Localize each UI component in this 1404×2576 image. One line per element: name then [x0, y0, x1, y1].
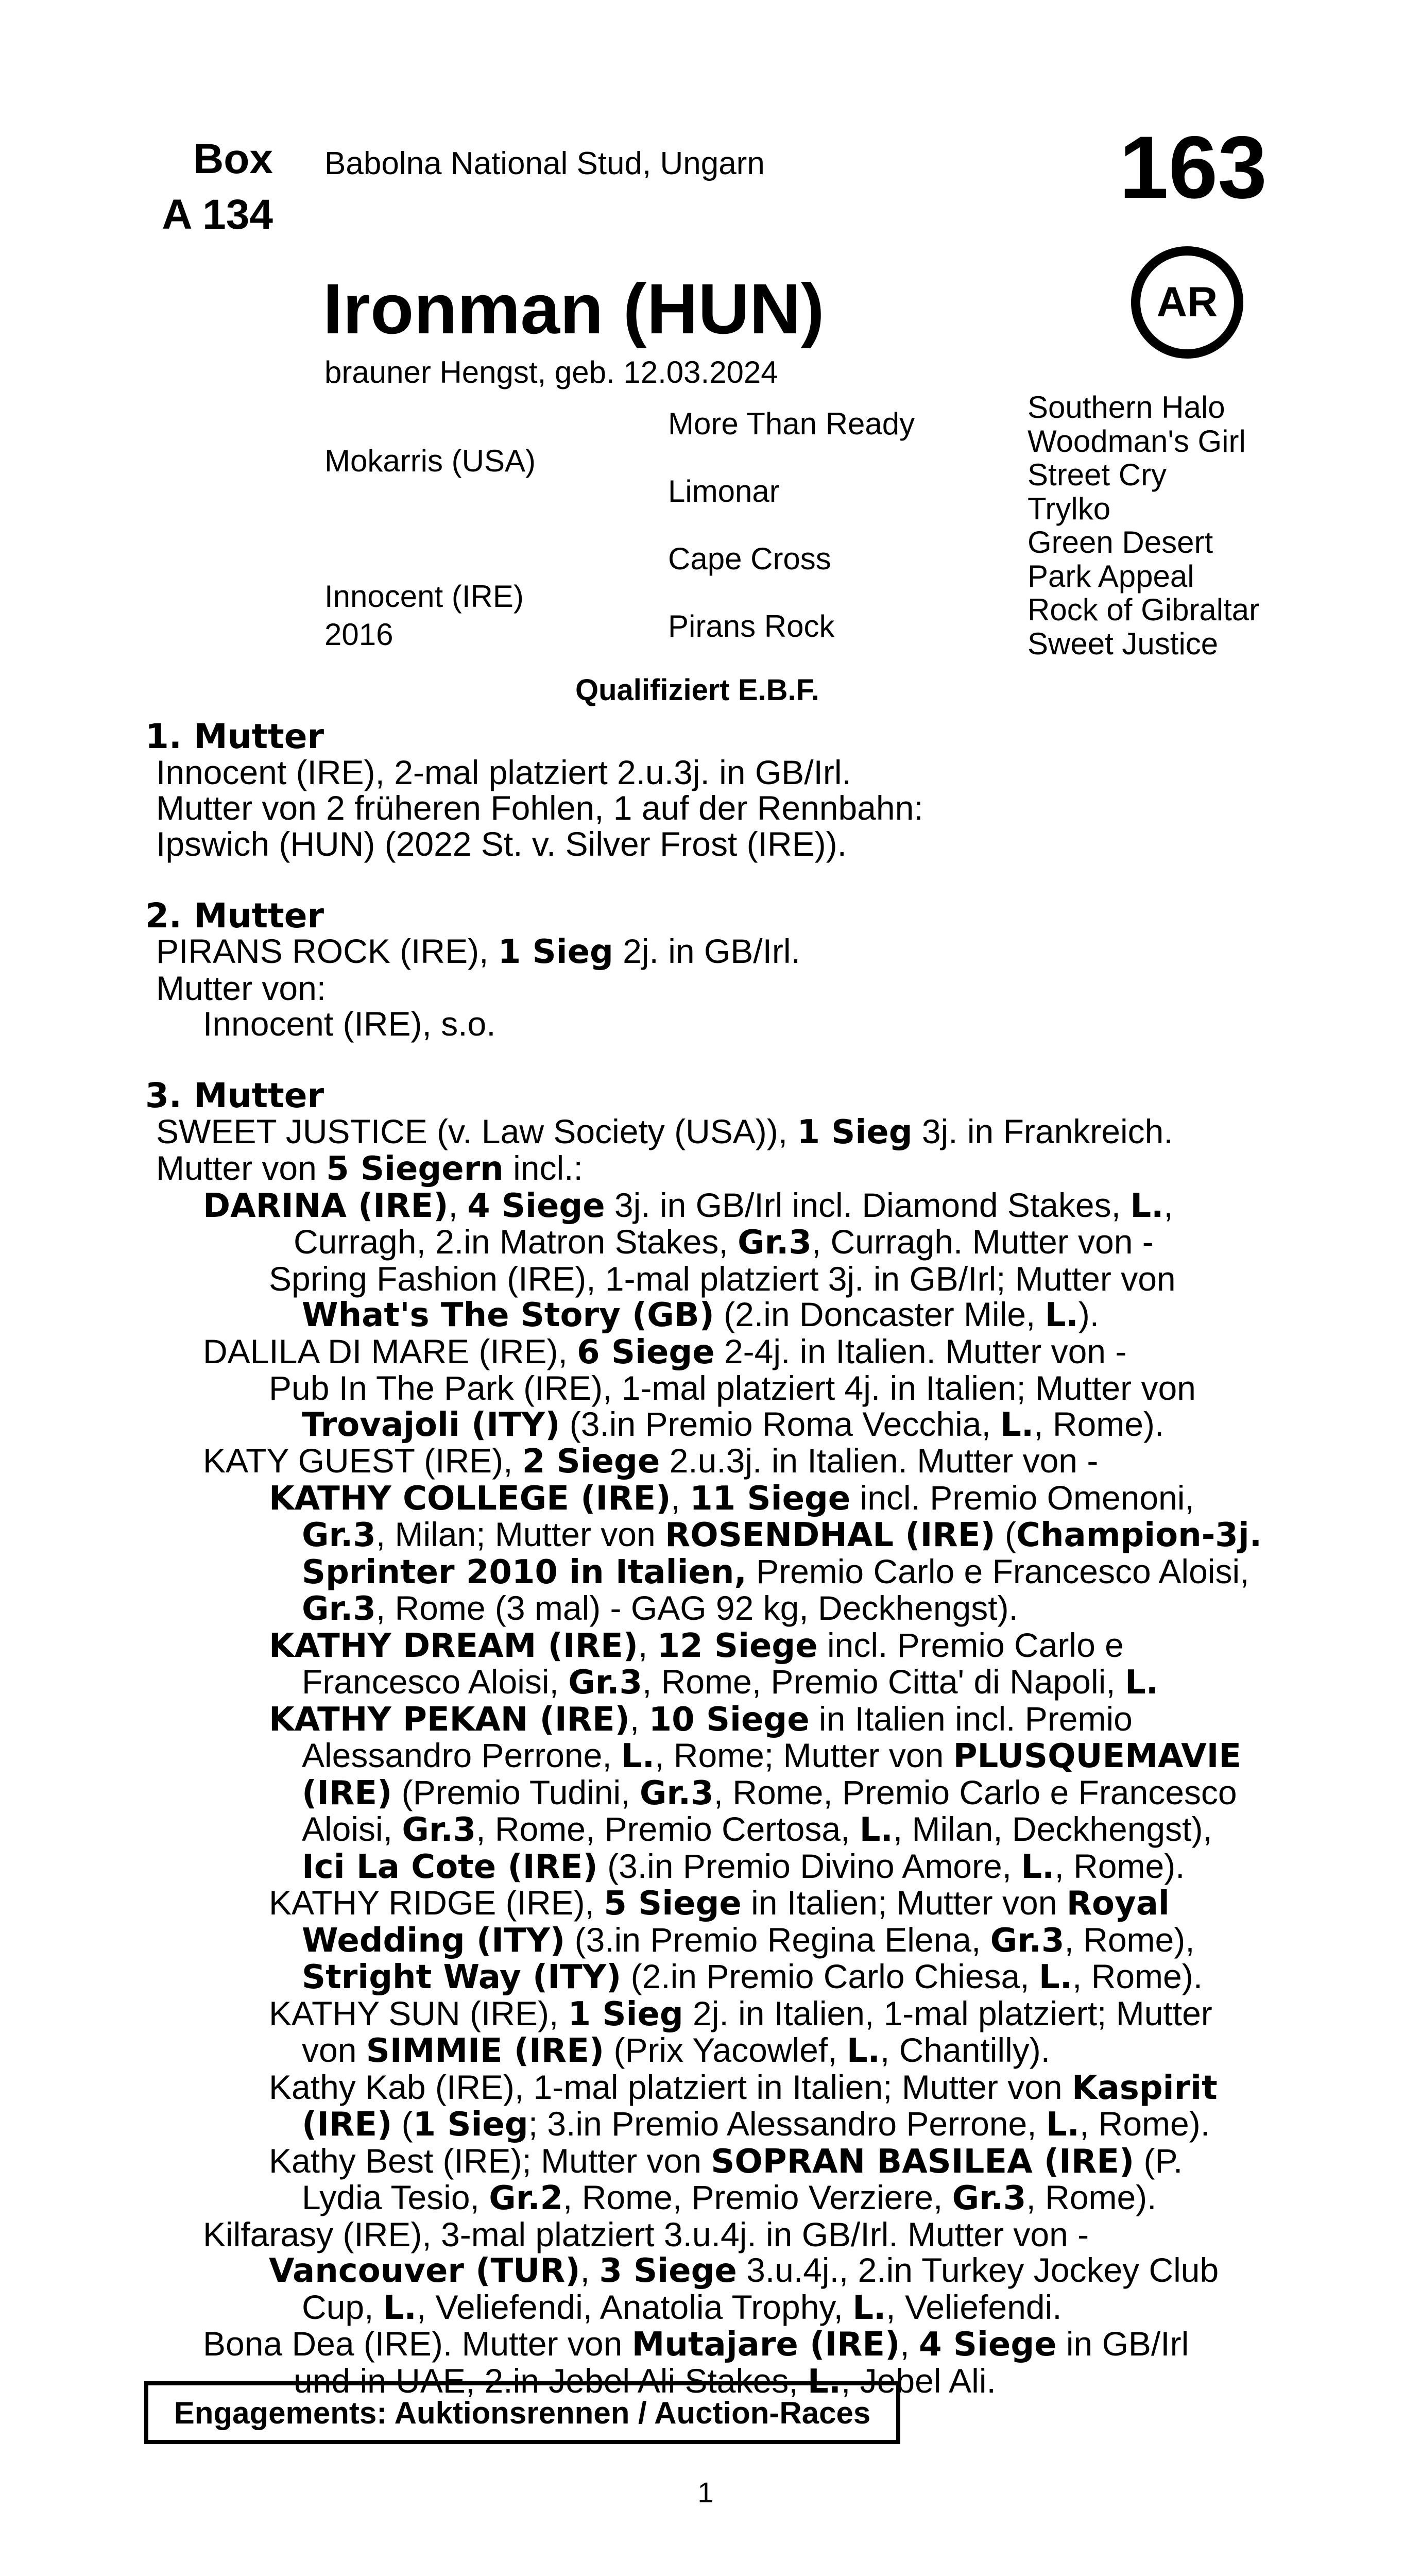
bold-run: (IRE): [302, 2106, 392, 2144]
bold-run: L.: [846, 2032, 880, 2070]
bold-run: Champion-3j.: [1016, 1516, 1262, 1554]
third-dam-line: [145, 1224, 1268, 1261]
pedigree-sire: Mokarris (USA): [324, 444, 536, 478]
bold-run: 2 Siege: [522, 1443, 660, 1481]
text-run: (Prix Yacowlef,: [604, 2031, 847, 2069]
third-dam-line: [145, 1406, 1268, 1444]
page-number: 1: [697, 2476, 714, 2509]
text-run: , Chantilly).: [880, 2031, 1051, 2069]
third-dam-line: [145, 2252, 1268, 2290]
bold-run: 11 Siege: [690, 1479, 851, 1518]
text-run: 3j. in GB/Irl incl. Diamond Stakes,: [605, 1185, 1131, 1224]
bold-run: Royal: [1066, 1885, 1170, 1923]
qualification: Qualifiziert E.B.F.: [575, 673, 819, 707]
pedigree-great-grandparent: Green Desert: [1028, 525, 1213, 560]
bold-run: L.: [1130, 1187, 1164, 1225]
third-dam-line: [145, 2180, 1268, 2217]
bold-run: Trovajoli (ITY): [302, 1405, 560, 1444]
bold-run: 1 Sieg: [568, 1995, 683, 2033]
text-run: PIRANS ROCK (IRE),: [156, 932, 498, 970]
text-run: ,: [671, 1478, 690, 1517]
bold-run: L.: [852, 2289, 886, 2327]
text-run: 2j. in Italien, 1-mal platziert; Mutter: [683, 1994, 1212, 2032]
pedigree-great-grandparent: Trylko: [1028, 491, 1111, 526]
bold-run: 10 Siege: [648, 1700, 810, 1739]
bold-run: Sprinter 2010 in Italien,: [302, 1553, 747, 1591]
text-run: ,: [638, 1625, 657, 1664]
text-run: Kathy Kab (IRE), 1-mal platziert in Italien; Mutter von: [269, 2067, 1072, 2106]
third-dam-line: [145, 2217, 1268, 2253]
pedigree-great-grandparents: [1028, 391, 1259, 660]
horse-description: brauner Hengst, geb. 12.03.2024: [324, 355, 778, 389]
bold-run: L.: [621, 1737, 655, 1775]
text-run: DALILA DI MARE (IRE),: [203, 1332, 577, 1370]
second-dam-line: Innocent (IRE), s.o.: [203, 1005, 496, 1043]
text-run: Spring Fashion (IRE), 1-mal platziert 3j. in GB/Irl; Mutter von: [269, 1259, 1176, 1298]
text-run: , Rome, Premio Verziere,: [563, 2178, 952, 2216]
bold-run: L.: [859, 1811, 893, 1849]
third-dam-line: [145, 2067, 1268, 2107]
text-run: , Rome (3 mal) - GAG 92 kg, Deckhengst).: [375, 1589, 1018, 1627]
third-dam-line: [145, 1150, 1268, 1188]
third-dam-line: [145, 2106, 1268, 2143]
text-run: in Italien incl. Premio: [809, 1699, 1133, 1738]
text-run: , Rome),: [1064, 1920, 1195, 1959]
text-run: Kilfarasy (IRE), 3-mal platziert 3.u.4j. in GB/Irl. Mutter von -: [203, 2215, 1089, 2253]
bold-run: Gr.3: [990, 1921, 1065, 1960]
text-run: (3.in Premio Roma Vecchia,: [560, 1404, 1001, 1443]
third-dam-line: [145, 1517, 1268, 1554]
third-dam-line: [145, 2326, 1268, 2363]
second-dam-line: [145, 934, 1268, 971]
bold-run: L.: [383, 2289, 417, 2327]
bold-run: 1 Sieg: [797, 1113, 913, 1151]
text-run: ; 3.in Premio Alessandro Perrone,: [528, 2105, 1046, 2143]
bold-run: Gr.3: [952, 2179, 1026, 2217]
bold-run: 5 Siege: [604, 1885, 742, 1923]
bold-run: DARINA (IRE): [203, 1187, 449, 1225]
box-number: A 134: [162, 191, 273, 238]
text-run: (3.in Premio Divino Amore,: [597, 1846, 1021, 1885]
bold-run: What's The Story (GB): [302, 1296, 714, 1334]
text-run: ).: [1078, 1295, 1100, 1333]
ar-badge: [1131, 246, 1243, 359]
text-run: (3.in Premio Regina Elena,: [565, 1920, 990, 1959]
bold-run: 4 Siege: [919, 2326, 1057, 2364]
third-dam-line: [145, 1480, 1268, 1517]
bold-run: Gr.3: [568, 1664, 643, 1702]
text-run: Premio Carlo e Francesco Aloisi,: [746, 1552, 1249, 1590]
dam-lines: [145, 719, 1268, 2400]
text-run: Mutter von: [156, 1149, 327, 1187]
bold-run: 5 Siegern: [326, 1150, 504, 1188]
text-run: ,: [580, 2251, 600, 2289]
bold-run: Kaspirit: [1071, 2069, 1218, 2107]
pedigree-grandparent: Cape Cross: [668, 541, 831, 576]
pedigree-grandparent: Pirans Rock: [668, 609, 835, 643]
bold-run: Gr.3: [639, 1774, 714, 1812]
text-run: , Curragh. Mutter von -: [811, 1223, 1154, 1261]
pedigree-great-grandparent: Sweet Justice: [1028, 626, 1219, 661]
text-run: , Milan; Mutter von: [375, 1515, 665, 1553]
third-dam-line: [145, 1625, 1268, 1665]
text-run: 3j. in Frankreich.: [912, 1112, 1173, 1150]
text-run: , Rome).: [1072, 1957, 1203, 1995]
section-title-first-dam: 1. Mutter: [145, 717, 324, 756]
text-run: incl.:: [503, 1149, 583, 1187]
third-dam-line: [145, 1846, 1268, 1886]
lot-number: 163: [1119, 118, 1267, 217]
bold-run: 1 Sieg: [413, 2106, 528, 2144]
text-run: Francesco Aloisi,: [302, 1663, 569, 1701]
text-run: Aloisi,: [302, 1810, 402, 1848]
text-run: , Rome).: [1026, 2178, 1157, 2216]
third-dam-line: [145, 1738, 1268, 1775]
bold-run: ROSENDHAL (IRE): [665, 1516, 996, 1554]
text-run: 2.u.3j. in Italien. Mutter von -: [660, 1442, 1099, 1480]
text-run: (P.: [1134, 2141, 1183, 2180]
bold-run: Gr.3: [402, 1811, 476, 1849]
bold-run: L.: [807, 2362, 841, 2401]
pedigree-dam: Innocent (IRE): [324, 579, 524, 614]
text-run: , Rome, Premio Certosa,: [476, 1810, 860, 1848]
section-title-second-dam: 2. Mutter: [145, 895, 324, 936]
bold-run: L.: [1046, 2106, 1080, 2144]
bold-run: SIMMIE (IRE): [366, 2032, 605, 2070]
text-run: Curragh, 2.in Matron Stakes,: [294, 1223, 738, 1261]
text-run: , Rome).: [1054, 1846, 1185, 1885]
engagements-box: [144, 2381, 900, 2444]
pedigree-great-grandparent: Rock of Gibraltar: [1028, 592, 1260, 627]
pedigree-great-grandparent: Woodman's Girl: [1028, 423, 1246, 459]
ar-badge-label: AR: [1156, 279, 1218, 326]
bold-run: L.: [1038, 1958, 1073, 1996]
third-dam-line: [145, 1885, 1268, 1922]
text-run: KATHY RIDGE (IRE),: [269, 1884, 604, 1922]
third-dam-line: [145, 1959, 1268, 1996]
bold-run: 6 Siege: [577, 1333, 715, 1371]
breeder: Babolna National Stud, Ungarn: [324, 146, 765, 181]
third-dam-line: [145, 1261, 1268, 1297]
third-dam-line: [145, 1554, 1268, 1591]
text-run: incl. Premio Carlo e: [817, 1625, 1124, 1664]
text-run: von: [302, 2031, 366, 2069]
bold-run: KATHY COLLEGE (IRE): [269, 1479, 671, 1518]
third-dam-line: [145, 1185, 1268, 1225]
text-run: und in UAE, 2.in Jebel Ali Stakes,: [294, 2361, 808, 2400]
text-run: incl. Premio Omenoni,: [850, 1478, 1194, 1517]
text-run: , Jebel Ali.: [841, 2361, 996, 2400]
text-run: 3.u.4j., 2.in Turkey Jockey Club: [737, 2251, 1219, 2289]
text-run: SWEET JUSTICE (v. Law Society (USA)),: [156, 1112, 797, 1150]
bold-run: 12 Siege: [657, 1626, 818, 1665]
bold-run: Stright Way (ITY): [302, 1958, 622, 1996]
bold-run: 3 Siege: [599, 2252, 737, 2290]
text-run: Bona Dea (IRE). Mutter von: [203, 2325, 632, 2363]
pedigree-dam-year: 2016: [324, 617, 393, 652]
text-run: (2.in Premio Carlo Chiesa,: [621, 1957, 1039, 1995]
third-dam-line: [145, 1811, 1268, 1849]
text-run: (: [392, 2105, 413, 2143]
text-run: (2.in Doncaster Mile,: [714, 1295, 1045, 1333]
box-label: [139, 131, 273, 243]
text-run: Lydia Tesio,: [302, 2178, 489, 2216]
first-dam-line: Mutter von 2 früheren Fohlen, 1 auf der Rennbahn:: [156, 789, 923, 827]
text-run: ,: [900, 2325, 919, 2363]
bold-run: PLUSQUEMAVIE: [953, 1737, 1242, 1775]
text-run: , Veliefendi.: [886, 2287, 1062, 2326]
text-run: KATHY SUN (IRE),: [269, 1994, 568, 2032]
section-title-third-dam: 3. Mutter: [145, 1076, 324, 1115]
bold-run: Gr.3: [302, 1590, 376, 1628]
box-word: Box: [193, 135, 273, 182]
text-run: in GB/Irl: [1056, 2325, 1189, 2363]
bold-run: 1 Sieg: [498, 933, 613, 971]
third-dam-line: [145, 2143, 1268, 2180]
text-run: , Rome, Premio Carlo e Francesco: [713, 1773, 1237, 1811]
third-dam-line: [145, 1114, 1268, 1151]
pedigree-great-grandparent: Street Cry: [1028, 457, 1167, 492]
third-dam-line: [145, 1370, 1268, 1406]
bold-run: L.: [1000, 1405, 1034, 1444]
bold-run: Vancouver (TUR): [269, 2252, 580, 2290]
bold-run: Wedding (ITY): [302, 1921, 566, 1960]
third-dam-lines: [145, 1114, 1268, 2400]
bold-run: (IRE): [302, 1774, 392, 1812]
third-dam-line: [145, 1297, 1268, 1334]
pedigree-grandparent: Limonar: [668, 474, 780, 509]
bold-run: Gr.3: [738, 1224, 812, 1262]
text-run: 2j. in GB/Irl.: [613, 932, 800, 970]
first-dam-line: Ipswich (HUN) (2022 St. v. Silver Frost (IRE)).: [156, 824, 847, 863]
bold-run: Gr.2: [489, 2179, 563, 2217]
bold-run: L.: [1124, 1664, 1159, 1702]
bold-run: KATHY PEKAN (IRE): [269, 1700, 630, 1739]
bold-run: L.: [1045, 1296, 1078, 1334]
bold-run: SOPRAN BASILEA (IRE): [711, 2142, 1135, 2181]
bold-run: Mutajare (IRE): [631, 2326, 900, 2364]
first-dam-line: Innocent (IRE), 2-mal platziert 2.u.3j. in GB/Irl.: [156, 753, 851, 791]
third-dam-line: [145, 1701, 1268, 1738]
text-run: ,: [1163, 1185, 1173, 1224]
text-run: , Rome, Premio Citta' di Napoli,: [642, 1663, 1125, 1701]
bold-run: Gr.3: [302, 1516, 376, 1554]
text-run: , Rome).: [1079, 2105, 1210, 2143]
third-dam-line: [145, 1590, 1268, 1628]
pedigree-great-grandparent: Park Appeal: [1028, 558, 1194, 594]
engagements-text: Engagements: Auktionsrennen / Auction-Races: [174, 2395, 871, 2430]
pedigree-great-grandparent: Southern Halo: [1028, 390, 1225, 425]
text-run: Kathy Best (IRE); Mutter von: [269, 2141, 711, 2180]
third-dam-line: [145, 1334, 1268, 1371]
third-dam-line: [145, 1775, 1268, 1812]
text-run: , Veliefendi, Anatolia Trophy,: [416, 2287, 853, 2326]
text-run: ,: [629, 1699, 649, 1738]
third-dam-line: [145, 1664, 1268, 1701]
third-dam-line: [145, 1996, 1268, 2033]
text-run: (Premio Tudini,: [392, 1773, 640, 1811]
text-run: KATY GUEST (IRE),: [203, 1442, 522, 1480]
third-dam-line: [145, 2287, 1268, 2327]
text-run: ,: [448, 1185, 468, 1224]
pedigree-grandparent: More Than Ready: [668, 406, 915, 441]
text-run: , Rome; Mutter von: [655, 1736, 953, 1774]
text-run: Alessandro Perrone,: [302, 1736, 622, 1774]
bold-run: 4 Siege: [467, 1187, 605, 1225]
text-run: , Milan, Deckhengst),: [893, 1810, 1212, 1848]
horse-name: Ironman (HUN): [323, 269, 825, 349]
bold-run: Ici La Cote (IRE): [302, 1848, 598, 1886]
text-run: 2-4j. in Italien. Mutter von -: [714, 1332, 1127, 1370]
third-dam-line: [145, 1443, 1268, 1480]
bold-run: L.: [1021, 1848, 1055, 1886]
bold-run: KATHY DREAM (IRE): [269, 1626, 638, 1665]
text-run: , Rome).: [1034, 1404, 1165, 1443]
text-run: Cup,: [302, 2287, 383, 2326]
third-dam-line: [145, 2032, 1268, 2070]
second-dam-line: Mutter von:: [156, 969, 327, 1007]
text-run: in Italien; Mutter von: [741, 1884, 1067, 1922]
text-run: Pub In The Park (IRE), 1-mal platziert 4j. in Italien; Mutter von: [269, 1369, 1196, 1407]
text-run: (: [995, 1515, 1016, 1553]
third-dam-line: [145, 1922, 1268, 1959]
